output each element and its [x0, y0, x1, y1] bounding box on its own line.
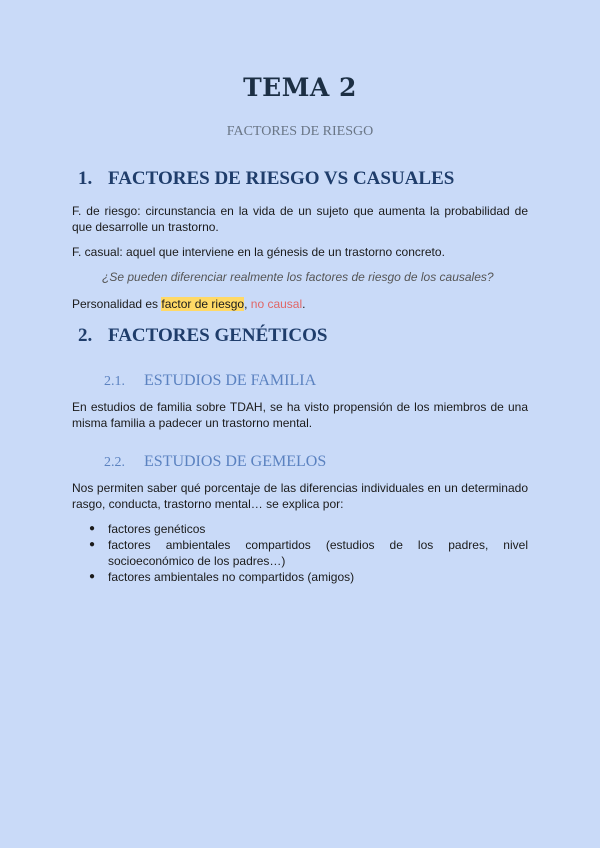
section-2-number: 2.: [78, 325, 93, 346]
question-text: ¿Se pueden diferenciar realmente los factores de riesgo de los causales?: [102, 270, 494, 284]
list-item-text: factores genéticos: [108, 522, 206, 536]
subsection-2-1-number: 2.1.: [104, 374, 125, 389]
personality-comma: ,: [244, 297, 251, 311]
list-item: [72, 537, 528, 569]
subsection-2-1-heading: [104, 372, 316, 390]
bullet-icon: ●: [89, 571, 96, 582]
document-title: TEMA 2: [243, 73, 357, 102]
section-1-title: FACTORES DE RIESGO VS CASUALES: [108, 168, 455, 189]
section-1-number: 1.: [78, 168, 93, 189]
highlighted-risk-factor: factor de riesgo: [161, 297, 245, 311]
causal-factor-definition: F. casual: aquel que interviene en la génesis de un trastorno concreto.: [72, 245, 445, 259]
twin-studies-paragraph: Nos permiten saber qué porcentaje de las diferencias individuales en un determinado rasgo, conducta, trastorno mental… se explica por:: [72, 481, 528, 511]
list-item-text: factores ambientales no compartidos (amigos): [108, 570, 355, 584]
bullet-icon: ●: [89, 539, 96, 550]
family-studies-paragraph: En estudios de familia sobre TDAH, se ha visto propensión de los miembros de una misma familia a padecer un trastorno mental.: [72, 400, 528, 430]
subsection-2-2-number: 2.2.: [104, 455, 125, 470]
subsection-2-1-title: ESTUDIOS DE FAMILIA: [144, 372, 317, 389]
section-2-heading: [78, 325, 327, 347]
subsection-2-2-title: ESTUDIOS DE GEMELOS: [144, 453, 327, 470]
document-subtitle: FACTORES DE RIESGO: [226, 124, 374, 139]
list-item: [72, 569, 528, 585]
section-2-title: FACTORES GENÉTICOS: [108, 325, 328, 346]
factor-bullet-list: [72, 521, 528, 585]
list-item-text: factores ambientales compartidos (estudios de los padres, nivel socioeconómico de los padres…): [108, 538, 528, 568]
personality-prefix: Personalidad es: [72, 297, 162, 311]
risk-factor-definition: F. de riesgo: circunstancia en la vida de un sujeto que aumenta la probabilidad de que desarrolle un trastorno.: [72, 204, 528, 234]
personality-sentence: [72, 296, 528, 312]
no-causal-text: no causal: [250, 297, 303, 311]
personality-end: .: [302, 297, 306, 311]
subsection-2-2-heading: [104, 453, 326, 471]
bullet-icon: ●: [89, 523, 96, 534]
section-1-heading: [78, 168, 454, 190]
list-item: [72, 521, 528, 537]
